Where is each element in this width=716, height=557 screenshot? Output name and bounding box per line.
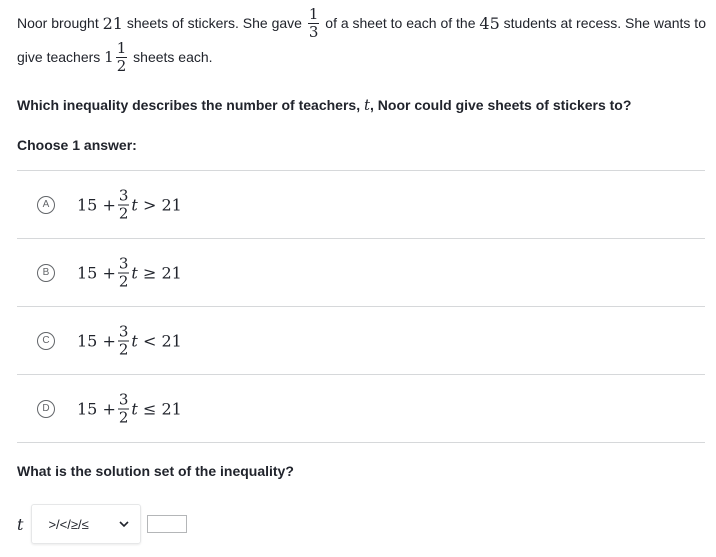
- variable-t-label: t: [17, 514, 24, 534]
- choice-letter-badge: C: [37, 332, 55, 350]
- choice-expression: 15 + $\frac{3}{2}$ t ≤ 21: [77, 390, 182, 426]
- problem-text: Noor brought: [17, 15, 99, 31]
- problem-text: sheets each.: [133, 49, 213, 65]
- choice-letter-badge: B: [37, 264, 55, 282]
- choice-expression: 15 + $\frac{3}{2}$ t < 21: [77, 322, 182, 358]
- fraction-three-halves: $\frac{3}{2}$: [118, 390, 129, 426]
- number-45: 45: [479, 13, 500, 33]
- number-21: 21: [102, 13, 123, 33]
- question-text: Which inequality describes the number of teachers, t, Noor could give sheets of stickers to?: [17, 96, 632, 114]
- choice-c[interactable]: [17, 306, 705, 374]
- solution-question: What is the solution set of the inequality?: [17, 463, 294, 479]
- choice-b[interactable]: [17, 238, 705, 306]
- choose-label: Choose 1 answer:: [17, 137, 137, 153]
- fraction-three-halves: $\frac{3}{2}$: [118, 254, 129, 290]
- problem-text: give teachers: [17, 49, 101, 65]
- choice-a[interactable]: [17, 170, 705, 238]
- choice-expression: 15 + $\frac{3}{2}$ t ≥ 21: [77, 254, 182, 290]
- answer-choices: [17, 170, 705, 443]
- fraction-three-halves: $\frac{3}{2}$: [118, 322, 129, 358]
- problem-line-2: [17, 36, 213, 78]
- variable-t: t: [363, 96, 371, 114]
- choice-expression: 15 + $\frac{3}{2}$ t > 21: [77, 186, 182, 222]
- fraction-one-third: $\frac{1}{3}$: [308, 4, 319, 41]
- problem-text: sheets of stickers. She gave: [126, 15, 302, 31]
- problem-text: students at recess. She wants to: [503, 15, 706, 31]
- fraction-three-halves: $\frac{3}{2}$: [118, 186, 129, 222]
- mixed-whole: 1: [104, 48, 114, 66]
- inequality-operator-dropdown[interactable]: [31, 504, 141, 544]
- answer-input[interactable]: [147, 515, 187, 533]
- solution-answer-row: [17, 503, 187, 545]
- problem-text: of a sheet to each of the: [325, 15, 476, 31]
- choice-letter-badge: D: [37, 400, 55, 418]
- chevron-down-icon: [118, 518, 130, 530]
- choice-d[interactable]: [17, 374, 705, 443]
- choice-letter-badge: A: [37, 196, 55, 214]
- fraction-one-half: $\frac{1}{2}$: [116, 38, 127, 75]
- dropdown-value: >/</≥/≤: [48, 516, 89, 532]
